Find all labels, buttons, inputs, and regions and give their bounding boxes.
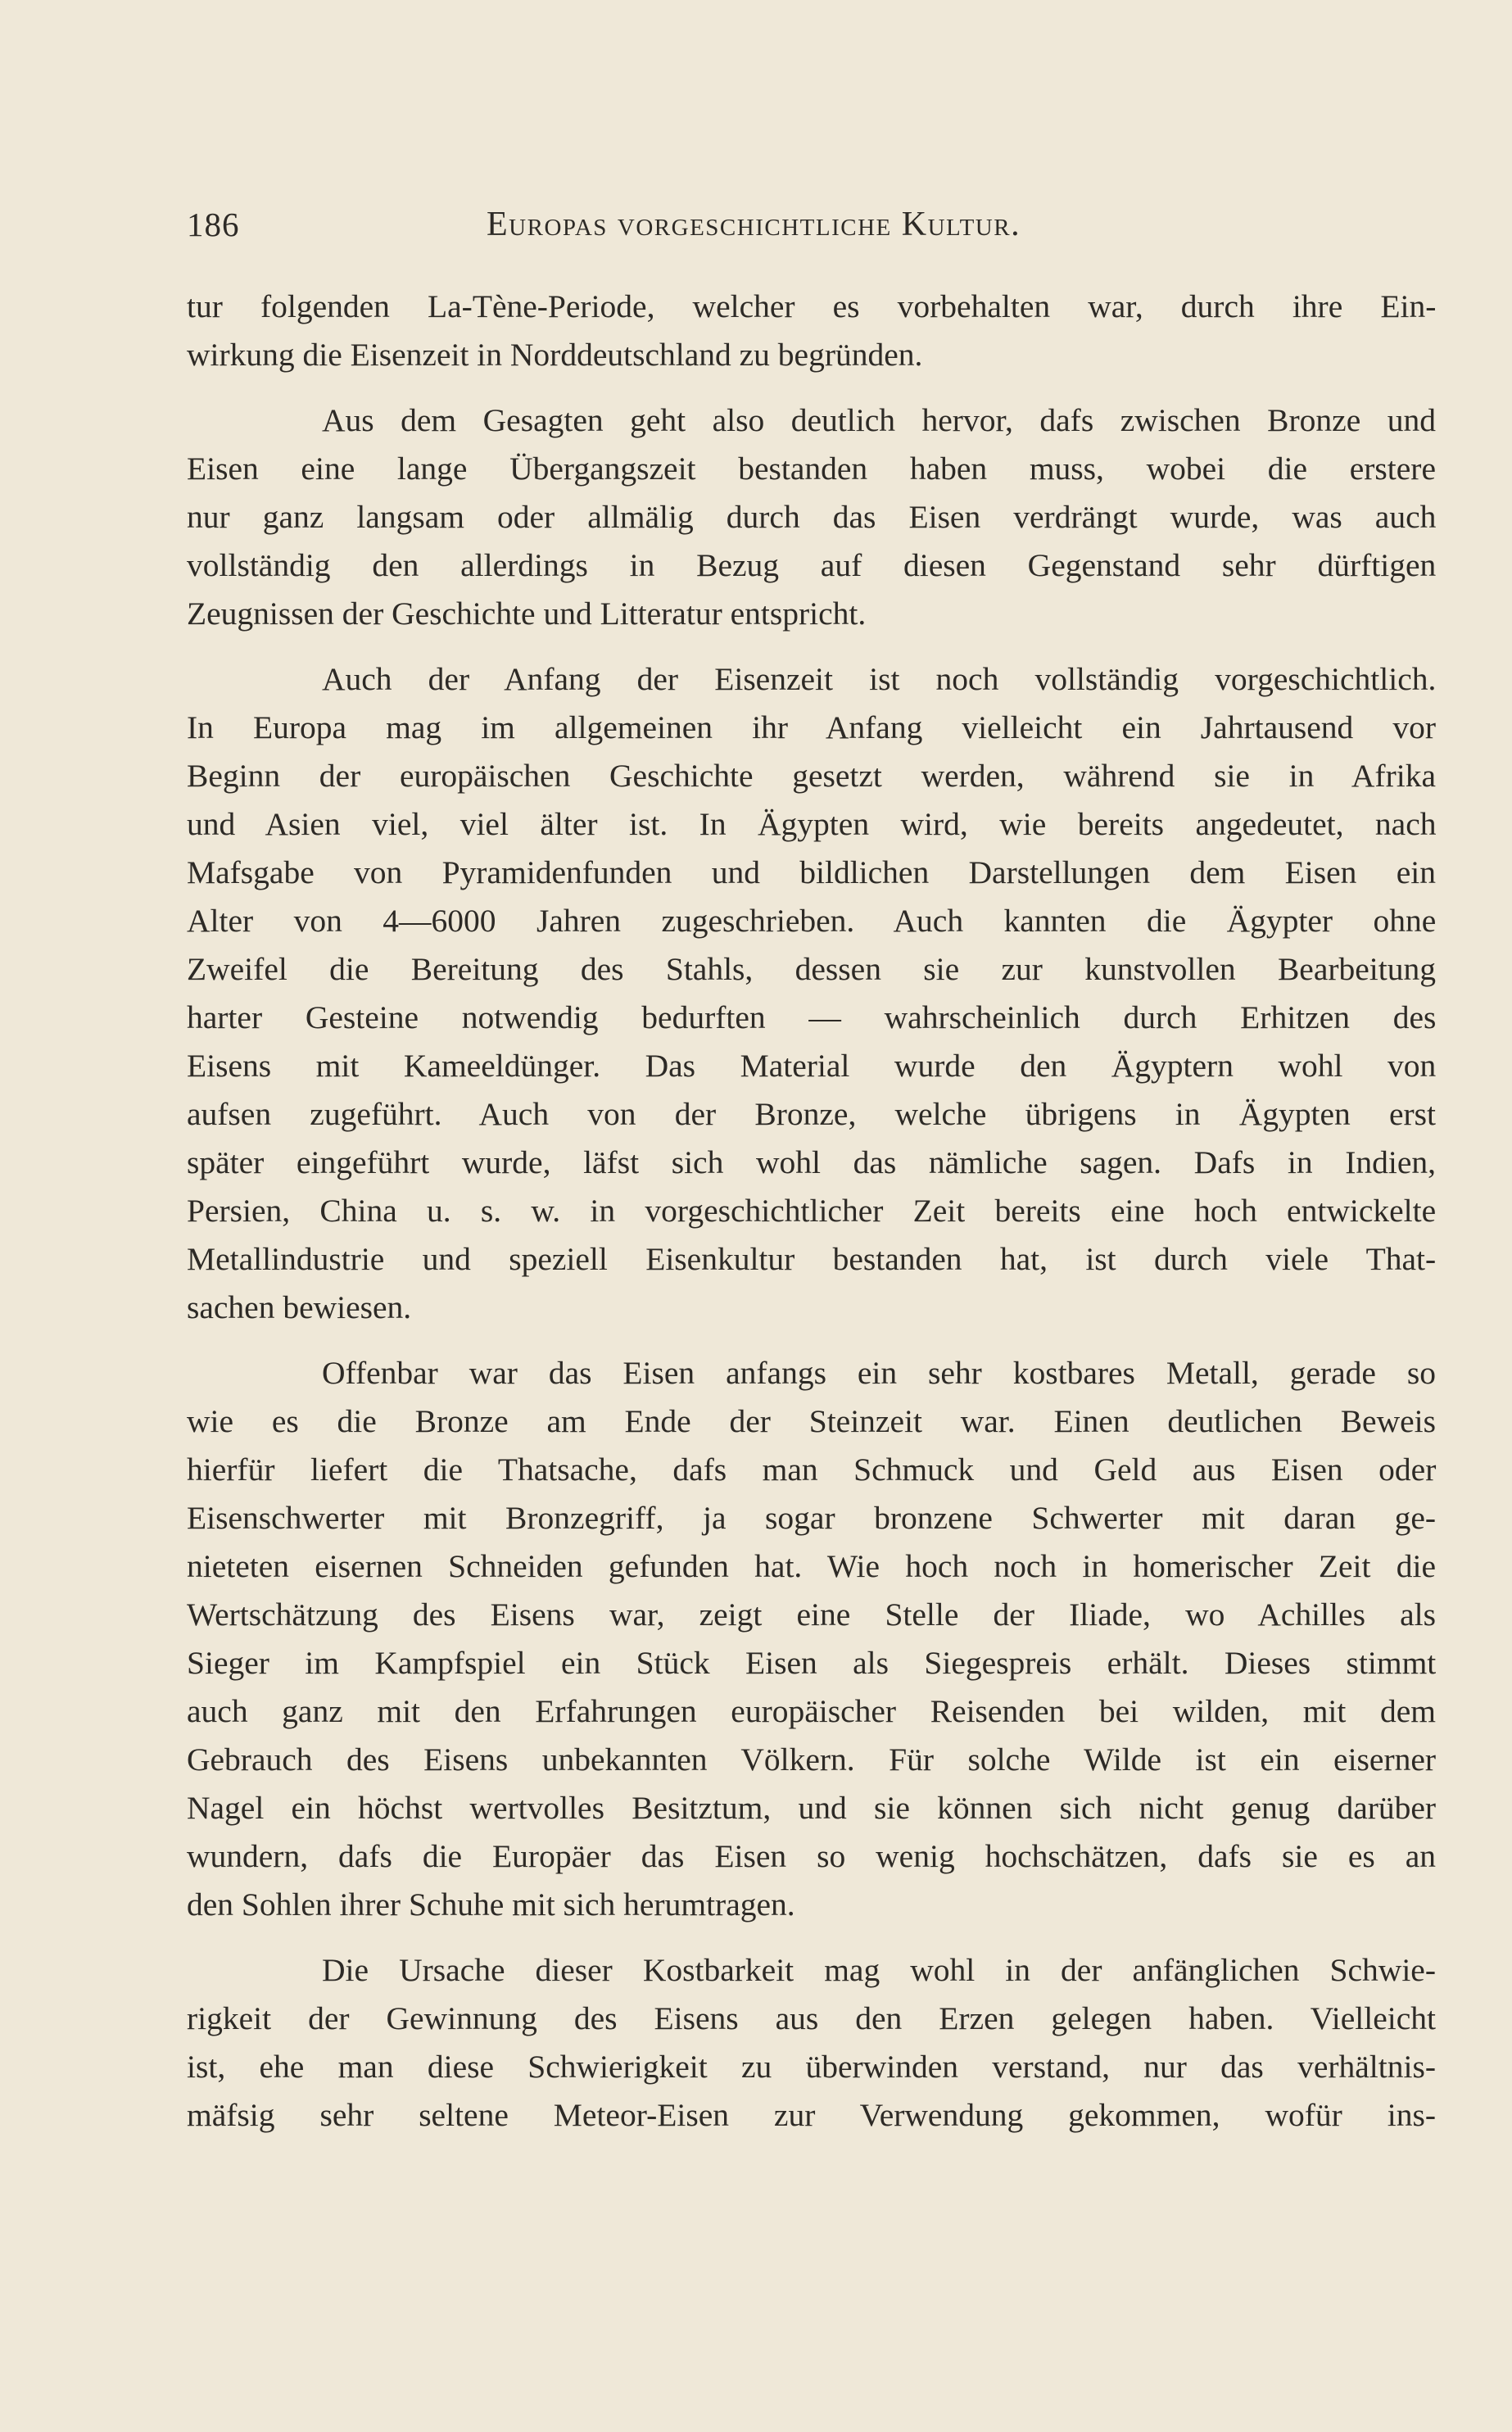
text-line: wundern, dafs die Europäer das Eisen so wenig hochschätzen, dafs sie es an [187,1838,1436,1874]
text-line: Persien, China u. s. w. in vorgeschichtlicher Zeit bereits eine hoch entwickelte [187,1193,1437,1229]
text-line: Offenbar war das Eisen anfangs ein sehr kostbares Metall, gerade so [322,1355,1436,1391]
text-line: Metallindustrie und speziell Eisenkultur bestanden hat, ist durch viele That- [187,1241,1437,1277]
paragraph-4 [187,1349,1436,1929]
text-line: Zeugnissen der Geschichte und Litteratur entspricht. [187,596,867,632]
paragraph-5 [187,1946,1436,2140]
text-line: Alter von 4—6000 Jahren zugeschrieben. Auch kannten die Ägypter ohne [187,903,1437,939]
text-line: Wertschätzung des Eisens war, zeigt eine Stelle der Iliade, wo Achilles als [187,1596,1436,1633]
paragraph-2 [187,396,1436,638]
text-line: rigkeit der Gewinnung des Eisens aus den Erzen gelegen haben. Vielleicht [187,2000,1436,2036]
text-line: Beginn der europäischen Geschichte gesetzt werden, während sie in Afrika [187,758,1436,794]
paragraph-1 [187,283,1436,379]
text-line: sachen bewiesen. [187,1289,412,1325]
text-line: Zweifel die Bereitung des Stahls, dessen sie zur kunstvollen Bearbeitung [187,951,1436,987]
text-line: wie es die Bronze am Ende der Steinzeit war. Einen deutlichen Beweis [187,1403,1436,1439]
text-line: Eisens mit Kameeldünger. Das Material wurde den Ägyptern wohl von [187,1048,1437,1084]
page-header [187,205,1448,254]
text-line: In Europa mag im allgemeinen ihr Anfang vielleicht ein Jahrtausend vor [187,709,1436,745]
text-line: Gebrauch des Eisens unbekannten Völkern. Für solche Wilde ist ein eiserner [187,1741,1437,1778]
text-line: harter Gesteine notwendig bedurften — wahrscheinlich durch Erhitzen des [187,999,1437,1035]
text-line: ist, ehe man diese Schwierigkeit zu überwinden verstand, nur das verhältnis- [187,2049,1436,2085]
text-line: den Sohlen ihrer Schuhe mit sich herumtragen. [187,1886,795,1923]
running-title: Europas vorgeschichtliche Kultur. [487,206,1021,243]
text-line: Sieger im Kampfspiel ein Stück Eisen als Siegespreis erhält. Dieses stimmt [187,1645,1437,1681]
text-line: aufsen zugeführt. Auch von der Bronze, welche übrigens in Ägypten erst [187,1096,1436,1132]
text-line: nieteten eisernen Schneiden gefunden hat. Wie hoch noch in homerischer Zeit die [187,1548,1436,1584]
text-line: Auch der Anfang der Eisenzeit ist noch vollständig vorgeschichtlich. [322,661,1437,697]
text-line: Aus dem Gesagten geht also deutlich hervor, dafs zwischen Bronze und [322,402,1436,438]
text-line: Eisen eine lange Übergangszeit bestanden haben muss, wobei die erstere [187,451,1436,487]
text-line: später eingeführt wurde, läfst sich wohl das nämliche sagen. Dafs in Indien, [187,1144,1436,1180]
text-line: Nagel ein höchst wertvolles Besitztum, und sie können sich nicht genug darüber [187,1790,1437,1826]
page-number: 186 [187,206,240,243]
text-line: wirkung die Eisenzeit in Norddeutschland zu begründen. [187,337,923,373]
text-line: nur ganz langsam oder allmälig durch das Eisen verdrängt wurde, was auch [187,499,1437,535]
text-line: hierfür liefert die Thatsache, dafs man Schmuck und Geld aus Eisen oder [187,1452,1437,1488]
text-line: und Asien viel, viel älter ist. In Ägypten wird, wie bereits angedeutet, nach [187,806,1437,842]
text-line: Eisenschwerter mit Bronzegriff, ja sogar bronzene Schwerter mit daran ge- [187,1500,1437,1536]
text-line: vollständig den allerdings in Bezug auf diesen Gegenstand sehr dürftigen [187,547,1437,583]
text-line: tur folgenden La-Tène-Periode, welcher es vorbehalten war, durch ihre Ein- [187,288,1437,324]
text-line: Die Ursache dieser Kostbarkeit mag wohl in der anfänglichen Schwie- [322,1952,1436,1988]
paragraph-3 [187,655,1436,1332]
body-text [187,283,1436,2157]
text-line: mäfsig sehr seltene Meteor-Eisen zur Verwendung gekommen, wofür ins- [187,2097,1436,2133]
text-line: Mafsgabe von Pyramidenfunden und bildlichen Darstellungen dem Eisen ein [187,854,1436,890]
text-line: auch ganz mit den Erfahrungen europäischer Reisenden bei wilden, mit dem [187,1693,1436,1729]
